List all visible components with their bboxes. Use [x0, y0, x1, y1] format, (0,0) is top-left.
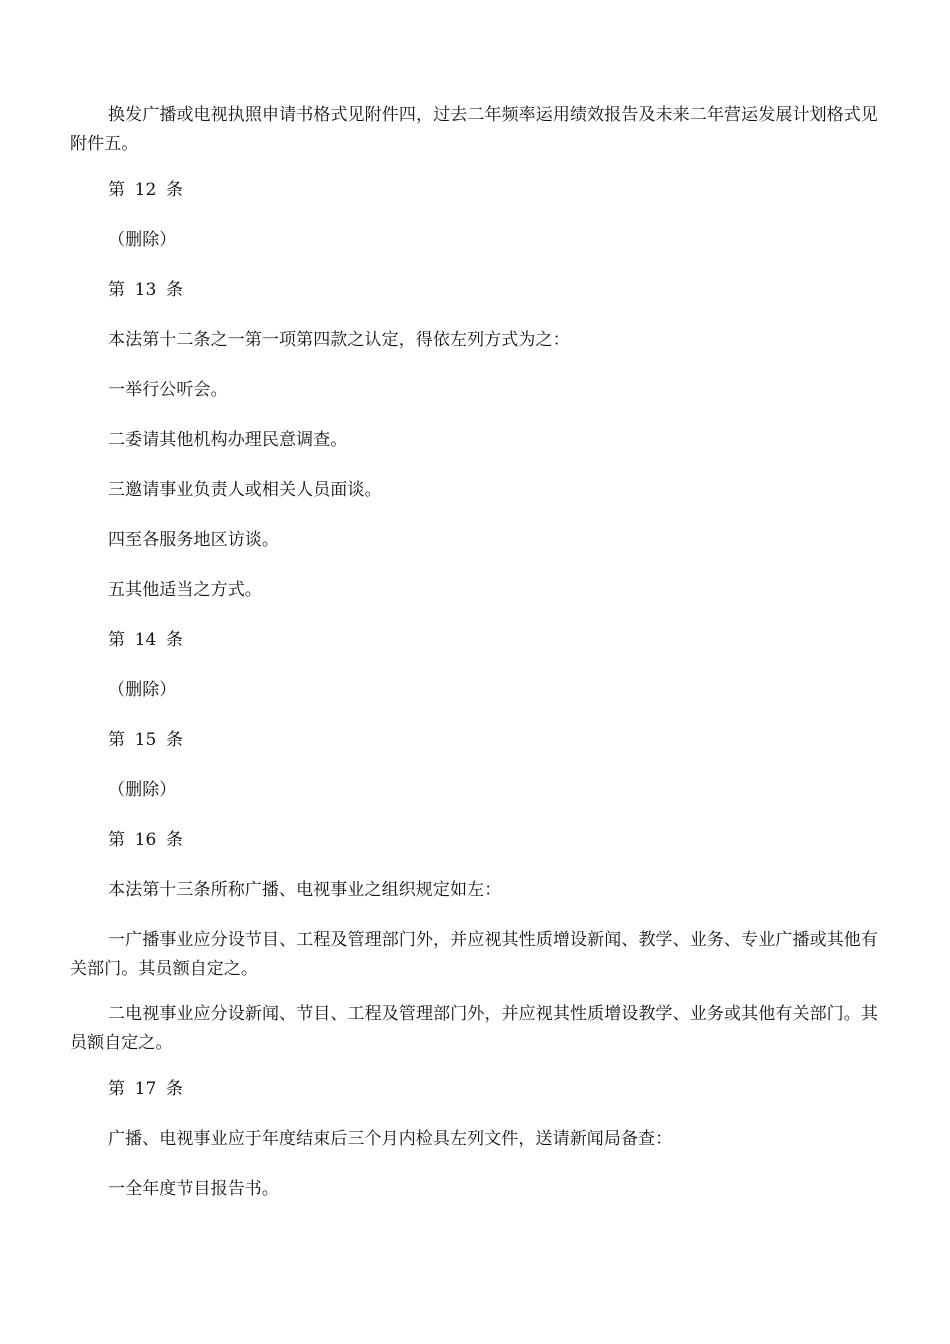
article-heading-16: 第 16 条	[108, 830, 184, 850]
list-item: 一广播事业应分设节目、工程及管理部门外，并应视其性质增设新闻、教学、业务、专业广播或其他有关部门。其员额自定之。	[70, 930, 878, 979]
article-heading-14: 第 14 条	[108, 630, 184, 650]
paragraph-text: 广播、电视事业应于年度结束后三个月内检具左列文件，送请新闻局备查：	[108, 1129, 673, 1149]
paragraph-text: 本法第十三条所称广播、电视事业之组织规定如左：	[108, 880, 502, 900]
article-heading-12: 第 12 条	[108, 180, 184, 200]
list-item: 一举行公听会。	[108, 380, 228, 400]
deleted-note: （删除）	[108, 680, 177, 700]
list-item: 二委请其他机构办理民意调查。	[108, 430, 348, 450]
list-item: 四至各服务地区访谈。	[108, 530, 279, 550]
list-item: 三邀请事业负责人或相关人员面谈。	[108, 480, 382, 500]
article-heading-17: 第 17 条	[108, 1079, 184, 1099]
deleted-note: （删除）	[108, 230, 177, 250]
paragraph-text: 本法第十二条之一第一项第四款之认定，得依左列方式为之：	[108, 330, 570, 350]
list-item: 五其他适当之方式。	[108, 580, 262, 600]
article-heading-15: 第 15 条	[108, 730, 184, 750]
article-heading-13: 第 13 条	[108, 280, 184, 300]
list-item: 一全年度节目报告书。	[108, 1179, 279, 1199]
deleted-note: （删除）	[108, 780, 177, 800]
paragraph-renewal-forms: 换发广播或电视执照申请书格式见附件四，过去二年频率运用绩效报告及未来二年营运发展计划格式见附件五。	[70, 105, 878, 154]
list-item: 二电视事业应分设新闻、节目、工程及管理部门外，并应视其性质增设教学、业务或其他有关部门。其员额自定之。	[70, 1004, 878, 1053]
